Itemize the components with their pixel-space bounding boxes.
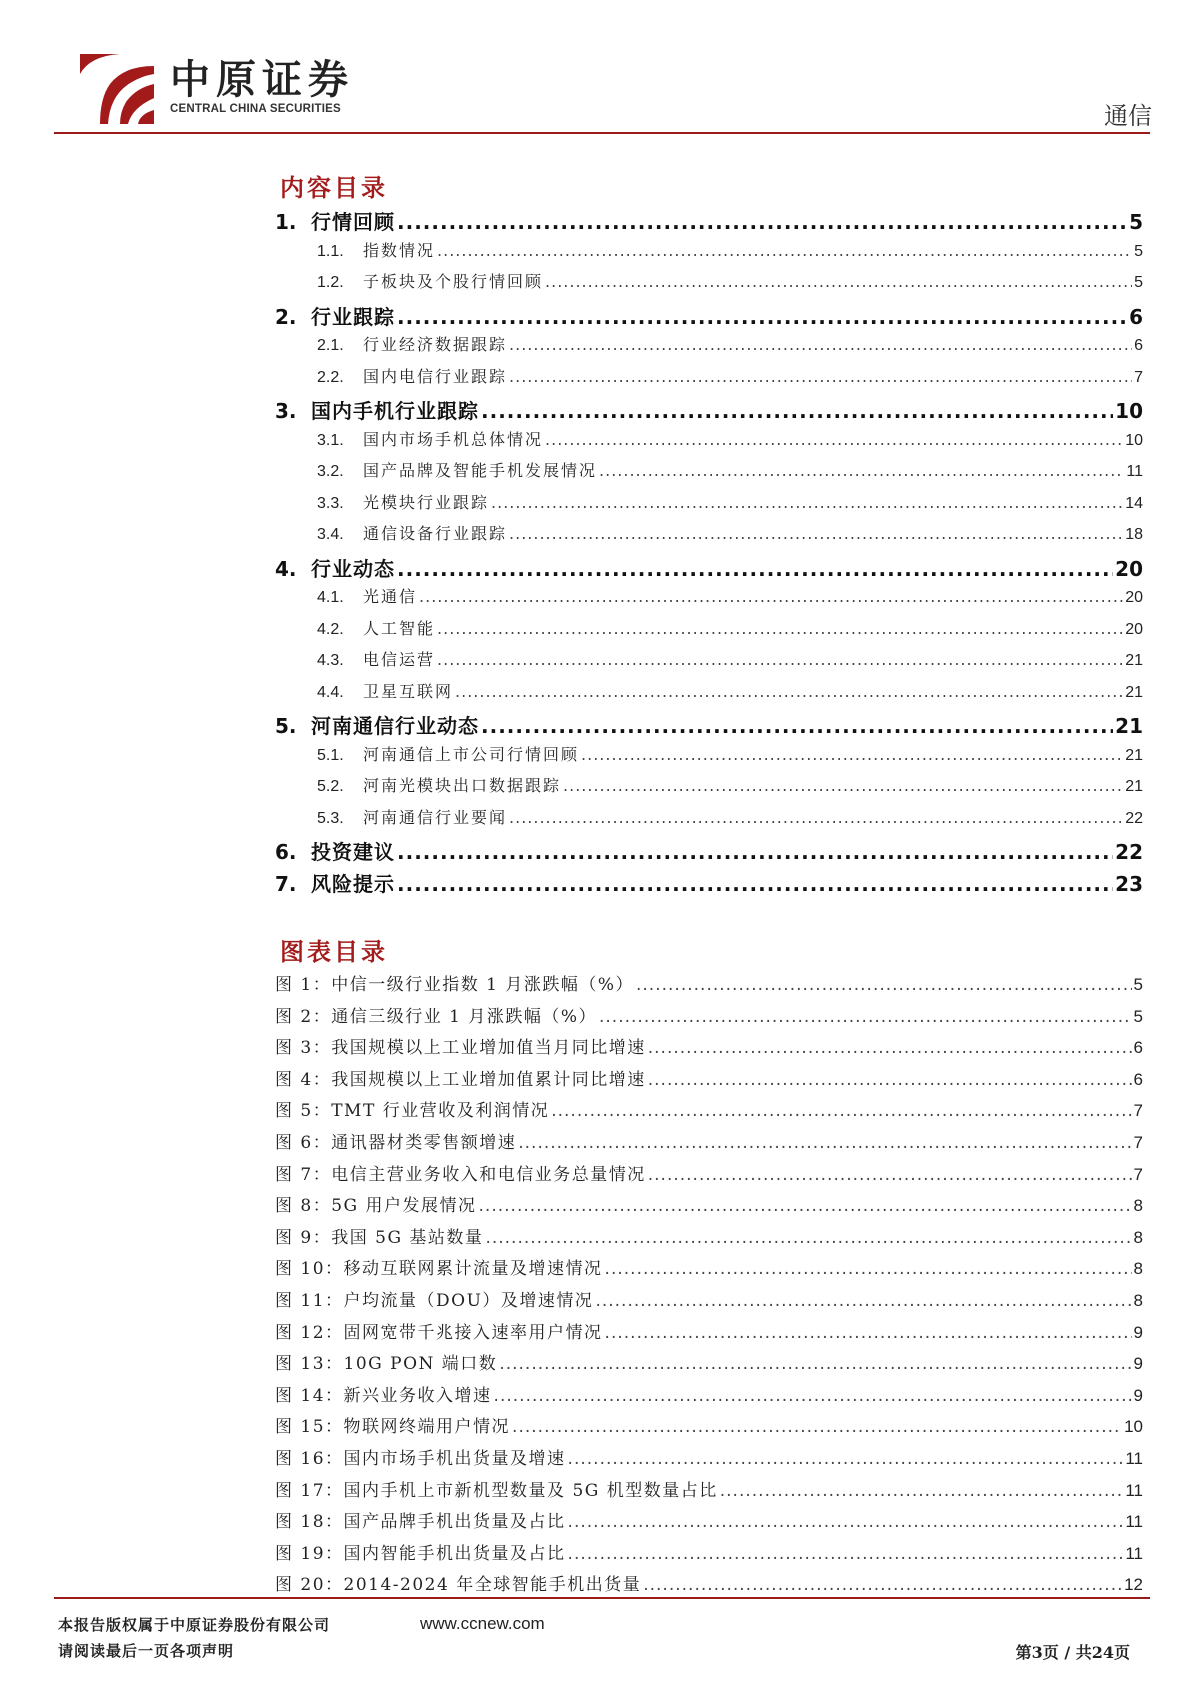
figure-page: 6 xyxy=(1133,1069,1143,1089)
figure-leader xyxy=(494,1386,1132,1406)
toc-leader xyxy=(581,745,1123,764)
toc-entry[interactable] xyxy=(275,710,1143,742)
figure-entry[interactable] xyxy=(275,1476,1143,1508)
figure-text: 图 17：国内手机上市新机型数量及 5G 机型数量占比 xyxy=(275,1480,718,1501)
figure-entry[interactable] xyxy=(275,1033,1143,1065)
toc-page: 10 xyxy=(1125,431,1143,449)
toc-leader xyxy=(509,808,1123,827)
toc-subentry[interactable] xyxy=(275,238,1143,270)
footer-disclaimer: 请阅读最后一页各项声明 xyxy=(58,1642,235,1660)
figure-page: 8 xyxy=(1133,1259,1143,1279)
toc-entry[interactable] xyxy=(275,301,1143,333)
toc-leader xyxy=(491,493,1123,512)
toc-leader xyxy=(397,557,1113,581)
figure-page: 10 xyxy=(1124,1417,1143,1437)
toc-page: 18 xyxy=(1125,526,1143,543)
brand-name-en: CENTRAL CHINA SECURITIES xyxy=(170,103,341,115)
toc-leader xyxy=(563,776,1123,795)
toc-page: 21 xyxy=(1125,652,1143,669)
toc-leader xyxy=(397,840,1113,864)
figure-page: 11 xyxy=(1125,1448,1143,1468)
figure-entry[interactable] xyxy=(275,1286,1143,1318)
toc-leader xyxy=(599,461,1124,480)
toc-text: 河南通信行业要闻 xyxy=(363,807,508,827)
toc-number: 4.1. xyxy=(317,589,344,606)
toc-leader xyxy=(397,305,1127,329)
toc-text: 电信运营 xyxy=(363,650,436,669)
figure-entry[interactable] xyxy=(275,1065,1143,1097)
figure-page: 7 xyxy=(1133,1164,1143,1184)
figure-text: 图 14：新兴业务收入增速 xyxy=(275,1385,492,1406)
figure-text: 图 2：通信三级行业 1 月涨跌幅（%） xyxy=(275,1006,597,1027)
figure-page: 11 xyxy=(1125,1543,1143,1563)
figures-title: 图表目录 xyxy=(280,937,388,966)
figure-entry[interactable] xyxy=(275,1128,1143,1160)
figure-leader xyxy=(479,1196,1132,1216)
toc-subentry[interactable] xyxy=(275,742,1143,774)
figure-leader xyxy=(599,1007,1132,1027)
toc-subentry[interactable] xyxy=(275,521,1143,553)
toc-text: 行业动态 xyxy=(311,556,395,581)
toc-subentry[interactable] xyxy=(275,490,1143,522)
figure-entry[interactable] xyxy=(275,1349,1143,1381)
toc-text: 光模块行业跟踪 xyxy=(363,492,490,512)
company-logo xyxy=(80,54,154,124)
figure-text: 图 15：物联网终端用户情况 xyxy=(275,1417,511,1438)
toc-text: 河南光模块出口数据跟踪 xyxy=(363,776,562,795)
toc-text: 投资建议 xyxy=(311,840,395,864)
figure-leader xyxy=(499,1354,1131,1374)
figure-entry[interactable] xyxy=(275,1539,1143,1571)
toc-leader xyxy=(455,682,1123,701)
toc-text: 通信设备行业跟踪 xyxy=(363,524,508,543)
toc-page: 20 xyxy=(1125,620,1143,638)
figure-entry[interactable] xyxy=(275,1318,1143,1350)
figure-page: 11 xyxy=(1125,1480,1143,1500)
toc-entry[interactable] xyxy=(275,868,1143,900)
figure-entry[interactable] xyxy=(275,1412,1143,1444)
toc-subentry[interactable] xyxy=(275,364,1143,396)
figure-text: 图 8：5G 用户发展情况 xyxy=(275,1196,477,1217)
toc-page: 21 xyxy=(1125,746,1143,764)
figure-leader xyxy=(518,1133,1131,1153)
figure-text: 图 18：国产品牌手机出货量及占比 xyxy=(275,1512,566,1533)
figure-leader xyxy=(648,1165,1132,1185)
figure-entry[interactable] xyxy=(275,1444,1143,1476)
toc-page: 23 xyxy=(1115,871,1143,896)
toc-subentry[interactable] xyxy=(275,584,1143,616)
toc-page: 22 xyxy=(1125,809,1143,827)
toc-subentry[interactable] xyxy=(275,427,1143,459)
figure-leader xyxy=(636,975,1132,995)
figure-page: 5 xyxy=(1133,1006,1143,1026)
figure-page: 11 xyxy=(1125,1512,1143,1532)
toc-number: 5.1. xyxy=(317,746,344,764)
toc-page: 20 xyxy=(1125,589,1143,606)
toc-text: 国内电信行业跟踪 xyxy=(363,366,508,386)
toc-number: 3.3. xyxy=(317,494,344,512)
figure-entry[interactable] xyxy=(275,1254,1143,1286)
figure-entry[interactable] xyxy=(275,970,1143,1002)
toc-entry[interactable] xyxy=(275,206,1143,238)
toc-entry[interactable] xyxy=(275,553,1143,585)
figure-entry[interactable] xyxy=(275,1096,1143,1128)
figure-leader xyxy=(605,1259,1132,1279)
toc-number: 1.1. xyxy=(317,242,344,260)
toc-page: 21 xyxy=(1125,683,1143,701)
figure-text: 图 6：通讯器材类零售额增速 xyxy=(275,1132,517,1153)
toc-text: 行情回顾 xyxy=(311,210,395,234)
toc-number: 5.3. xyxy=(317,809,344,827)
toc-leader xyxy=(419,587,1123,606)
toc-page: 11 xyxy=(1126,463,1143,480)
toc-leader xyxy=(437,619,1123,638)
header-divider xyxy=(54,132,1150,134)
footer-page-info: 第3页 / 共24页 xyxy=(1015,1643,1130,1662)
toc-subentry[interactable] xyxy=(275,458,1143,490)
figure-text: 图 12：固网宽带千兆接入速率用户情况 xyxy=(275,1322,603,1343)
toc-number: 3. xyxy=(275,399,297,423)
toc-number: 6. xyxy=(275,840,297,864)
toc-subentry[interactable] xyxy=(275,269,1143,301)
toc-page: 5 xyxy=(1134,242,1143,260)
brand-name-cn: 中原证券 xyxy=(170,56,354,103)
toc-text: 卫星互联网 xyxy=(363,681,454,701)
figure-page: 8 xyxy=(1133,1227,1143,1247)
figure-text: 图 9：我国 5G 基站数量 xyxy=(275,1227,484,1248)
toc-subentry[interactable] xyxy=(275,616,1143,648)
toc-text: 河南通信行业动态 xyxy=(311,714,479,738)
figure-leader xyxy=(648,1070,1132,1090)
toc-text: 国内手机行业跟踪 xyxy=(311,399,479,423)
figure-text: 图 1：中信一级行业指数 1 月涨跌幅（%） xyxy=(275,975,634,995)
figure-text: 图 5：TMT 行业营收及利润情况 xyxy=(275,1101,550,1122)
figure-text: 图 19：国内智能手机出货量及占比 xyxy=(275,1543,566,1564)
figure-leader xyxy=(551,1101,1131,1121)
toc-page: 10 xyxy=(1115,399,1143,423)
figure-entry[interactable] xyxy=(275,1507,1143,1539)
toc-number: 4.4. xyxy=(317,683,344,701)
toc-text: 子板块及个股行情回顾 xyxy=(363,272,544,291)
figure-leader xyxy=(512,1417,1122,1437)
toc-number: 1.2. xyxy=(317,274,344,291)
toc-page: 6 xyxy=(1129,304,1143,329)
toc-number: 1. xyxy=(275,210,297,234)
figure-entry[interactable] xyxy=(275,1223,1143,1255)
toc-leader xyxy=(509,335,1132,354)
figure-leader xyxy=(568,1544,1124,1564)
figure-page: 8 xyxy=(1133,1290,1143,1310)
toc-text: 河南通信上市公司行情回顾 xyxy=(363,744,580,764)
toc-subentry[interactable] xyxy=(275,773,1143,805)
figure-entry[interactable] xyxy=(275,1160,1143,1192)
toc-entry[interactable] xyxy=(275,836,1143,868)
toc-text: 风险提示 xyxy=(311,871,395,896)
toc-text: 光通信 xyxy=(363,587,418,606)
toc-leader xyxy=(437,650,1123,669)
toc-page: 6 xyxy=(1134,337,1143,354)
toc-entry[interactable] xyxy=(275,395,1143,427)
figure-text: 图 3：我国规模以上工业增加值当月同比增速 xyxy=(275,1038,646,1059)
figure-text: 图 11：户均流量（DOU）及增速情况 xyxy=(275,1290,594,1311)
toc-number: 2.2. xyxy=(317,368,344,386)
figure-leader xyxy=(605,1323,1132,1343)
figure-leader xyxy=(568,1449,1124,1469)
figure-page: 6 xyxy=(1133,1038,1143,1058)
toc-text: 行业经济数据跟踪 xyxy=(363,335,508,354)
toc-page: 21 xyxy=(1125,778,1143,795)
toc-leader xyxy=(481,399,1113,423)
toc-text: 指数情况 xyxy=(363,240,436,260)
sector-label: 通信 xyxy=(1104,102,1152,130)
toc-number: 4. xyxy=(275,556,297,581)
contents-list xyxy=(275,206,1143,899)
toc-page: 14 xyxy=(1125,494,1143,512)
figure-page: 7 xyxy=(1133,1132,1143,1152)
footer-divider xyxy=(54,1597,1150,1599)
footer-url[interactable]: www.ccnew.com xyxy=(420,1614,545,1633)
figure-leader xyxy=(720,1481,1124,1501)
figure-leader xyxy=(568,1512,1124,1532)
toc-page: 22 xyxy=(1115,840,1143,864)
figure-page: 12 xyxy=(1124,1575,1143,1595)
figure-page: 8 xyxy=(1133,1196,1143,1216)
toc-number: 4.3. xyxy=(317,652,344,669)
figure-text: 图 4：我国规模以上工业增加值累计同比增速 xyxy=(275,1069,646,1090)
figure-entry[interactable] xyxy=(275,1381,1143,1413)
toc-subentry[interactable] xyxy=(275,679,1143,711)
toc-number: 3.2. xyxy=(317,463,344,480)
toc-number: 7. xyxy=(275,871,297,896)
figure-leader xyxy=(485,1228,1131,1248)
toc-text: 人工智能 xyxy=(363,618,436,638)
toc-leader xyxy=(545,430,1123,449)
figure-page: 9 xyxy=(1133,1322,1143,1342)
toc-number: 3.4. xyxy=(317,526,344,543)
toc-text: 国产品牌及智能手机发展情况 xyxy=(363,461,598,480)
toc-leader xyxy=(481,714,1113,738)
footer-copyright: 本报告版权属于中原证券股份有限公司 xyxy=(58,1616,331,1634)
toc-leader xyxy=(437,241,1132,260)
toc-page: 7 xyxy=(1134,368,1143,386)
toc-number: 5.2. xyxy=(317,778,344,795)
toc-number: 2. xyxy=(275,304,297,329)
figure-text: 图 16：国内市场手机出货量及增速 xyxy=(275,1448,566,1469)
toc-page: 5 xyxy=(1134,274,1143,291)
toc-leader xyxy=(509,524,1123,543)
toc-leader xyxy=(545,272,1132,291)
figure-leader xyxy=(648,1038,1132,1058)
figure-text: 图 20：2014-2024 年全球智能手机出货量 xyxy=(275,1575,642,1596)
figure-text: 图 13：10G PON 端口数 xyxy=(275,1354,498,1375)
figure-entry[interactable] xyxy=(275,1002,1143,1034)
toc-subentry[interactable] xyxy=(275,647,1143,679)
toc-leader xyxy=(397,210,1127,234)
figure-leader xyxy=(595,1291,1131,1311)
toc-subentry[interactable] xyxy=(275,332,1143,364)
figure-page: 9 xyxy=(1133,1385,1143,1405)
toc-text: 国内市场手机总体情况 xyxy=(363,429,544,449)
toc-number: 4.2. xyxy=(317,620,344,638)
toc-page: 20 xyxy=(1115,556,1143,581)
figure-page: 9 xyxy=(1133,1354,1143,1374)
toc-subentry[interactable] xyxy=(275,805,1143,837)
toc-text: 行业跟踪 xyxy=(311,304,395,329)
toc-number: 3.1. xyxy=(317,431,344,449)
figures-list xyxy=(275,970,1143,1602)
toc-leader xyxy=(509,367,1132,386)
figure-text: 图 10：移动互联网累计流量及增速情况 xyxy=(275,1259,603,1280)
figure-page: 7 xyxy=(1133,1101,1143,1121)
toc-page: 5 xyxy=(1129,210,1143,234)
figure-text: 图 7：电信主营业务收入和电信业务总量情况 xyxy=(275,1164,646,1185)
figure-entry[interactable] xyxy=(275,1191,1143,1223)
contents-title: 内容目录 xyxy=(280,173,388,202)
figure-leader xyxy=(643,1575,1122,1595)
toc-page: 21 xyxy=(1115,714,1143,738)
figure-page: 5 xyxy=(1133,975,1143,994)
toc-leader xyxy=(397,872,1113,896)
toc-number: 2.1. xyxy=(317,337,344,354)
toc-number: 5. xyxy=(275,714,297,738)
